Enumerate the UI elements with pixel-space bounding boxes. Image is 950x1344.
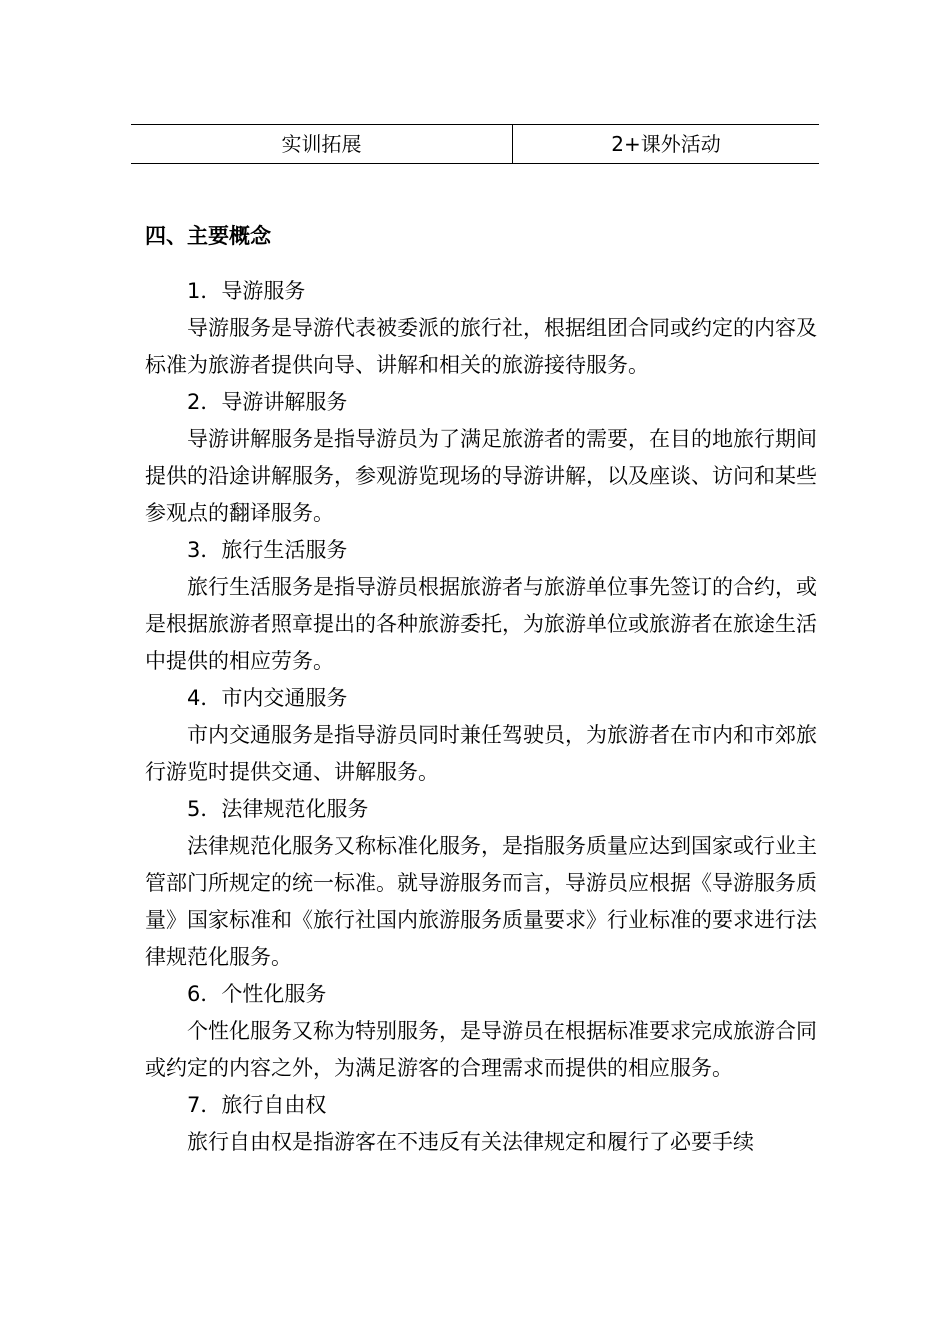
summary-table [131,124,819,164]
item-paragraph: 导游服务是导游代表被委派的旅行社，根据组团合同或约定的内容及标准为旅游者提供向导、讲解和相关的旅游接待服务。 [145,316,817,377]
item-paragraph: 法律规范化服务又称标准化服务，是指服务质量应达到国家或行业主管部门所规定的统一标准。就导游服务而言，导游员应根据《导游服务质量》国家标准和《旅行社国内旅游服务质量要求》行业标准的要求进行法律规范化服务。 [145,834,817,969]
item-title: 7．旅行自由权 [187,1093,327,1117]
item-paragraph: 旅行生活服务是指导游员根据旅游者与旅游单位事先签订的合约，或是根据旅游者照章提出的各种旅游委托，为旅游单位或旅游者在旅途生活中提供的相应劳务。 [145,575,817,673]
item-paragraph: 市内交通服务是指导游员同时兼任驾驶员，为旅游者在市内和市郊旅行游览时提供交通、讲解服务。 [145,723,817,784]
item-title: 5．法律规范化服务 [187,797,369,821]
item-title: 3．旅行生活服务 [187,538,348,562]
item-paragraph: 旅行自由权是指游客在不违反有关法律规定和履行了必要手续 [187,1130,754,1154]
item-paragraph: 导游讲解服务是指导游员为了满足旅游者的需要，在目的地旅行期间提供的沿途讲解服务，参观游览现场的导游讲解，以及座谈、访问和某些参观点的翻译服务。 [145,427,817,525]
item-title: 2．导游讲解服务 [187,390,348,414]
section-heading: 四、主要概念 [145,224,271,248]
table-cell: 实训拓展 [131,125,513,163]
item-title: 1．导游服务 [187,279,306,303]
item-title: 6．个性化服务 [187,982,327,1006]
table-cell: 2+课外活动 [611,132,721,156]
document-body [145,218,817,1161]
item-paragraph: 个性化服务又称为特别服务，是导游员在根据标准要求完成旅游合同或约定的内容之外，为满足游客的合理需求而提供的相应服务。 [145,1019,817,1080]
item-title: 4．市内交通服务 [187,686,348,710]
